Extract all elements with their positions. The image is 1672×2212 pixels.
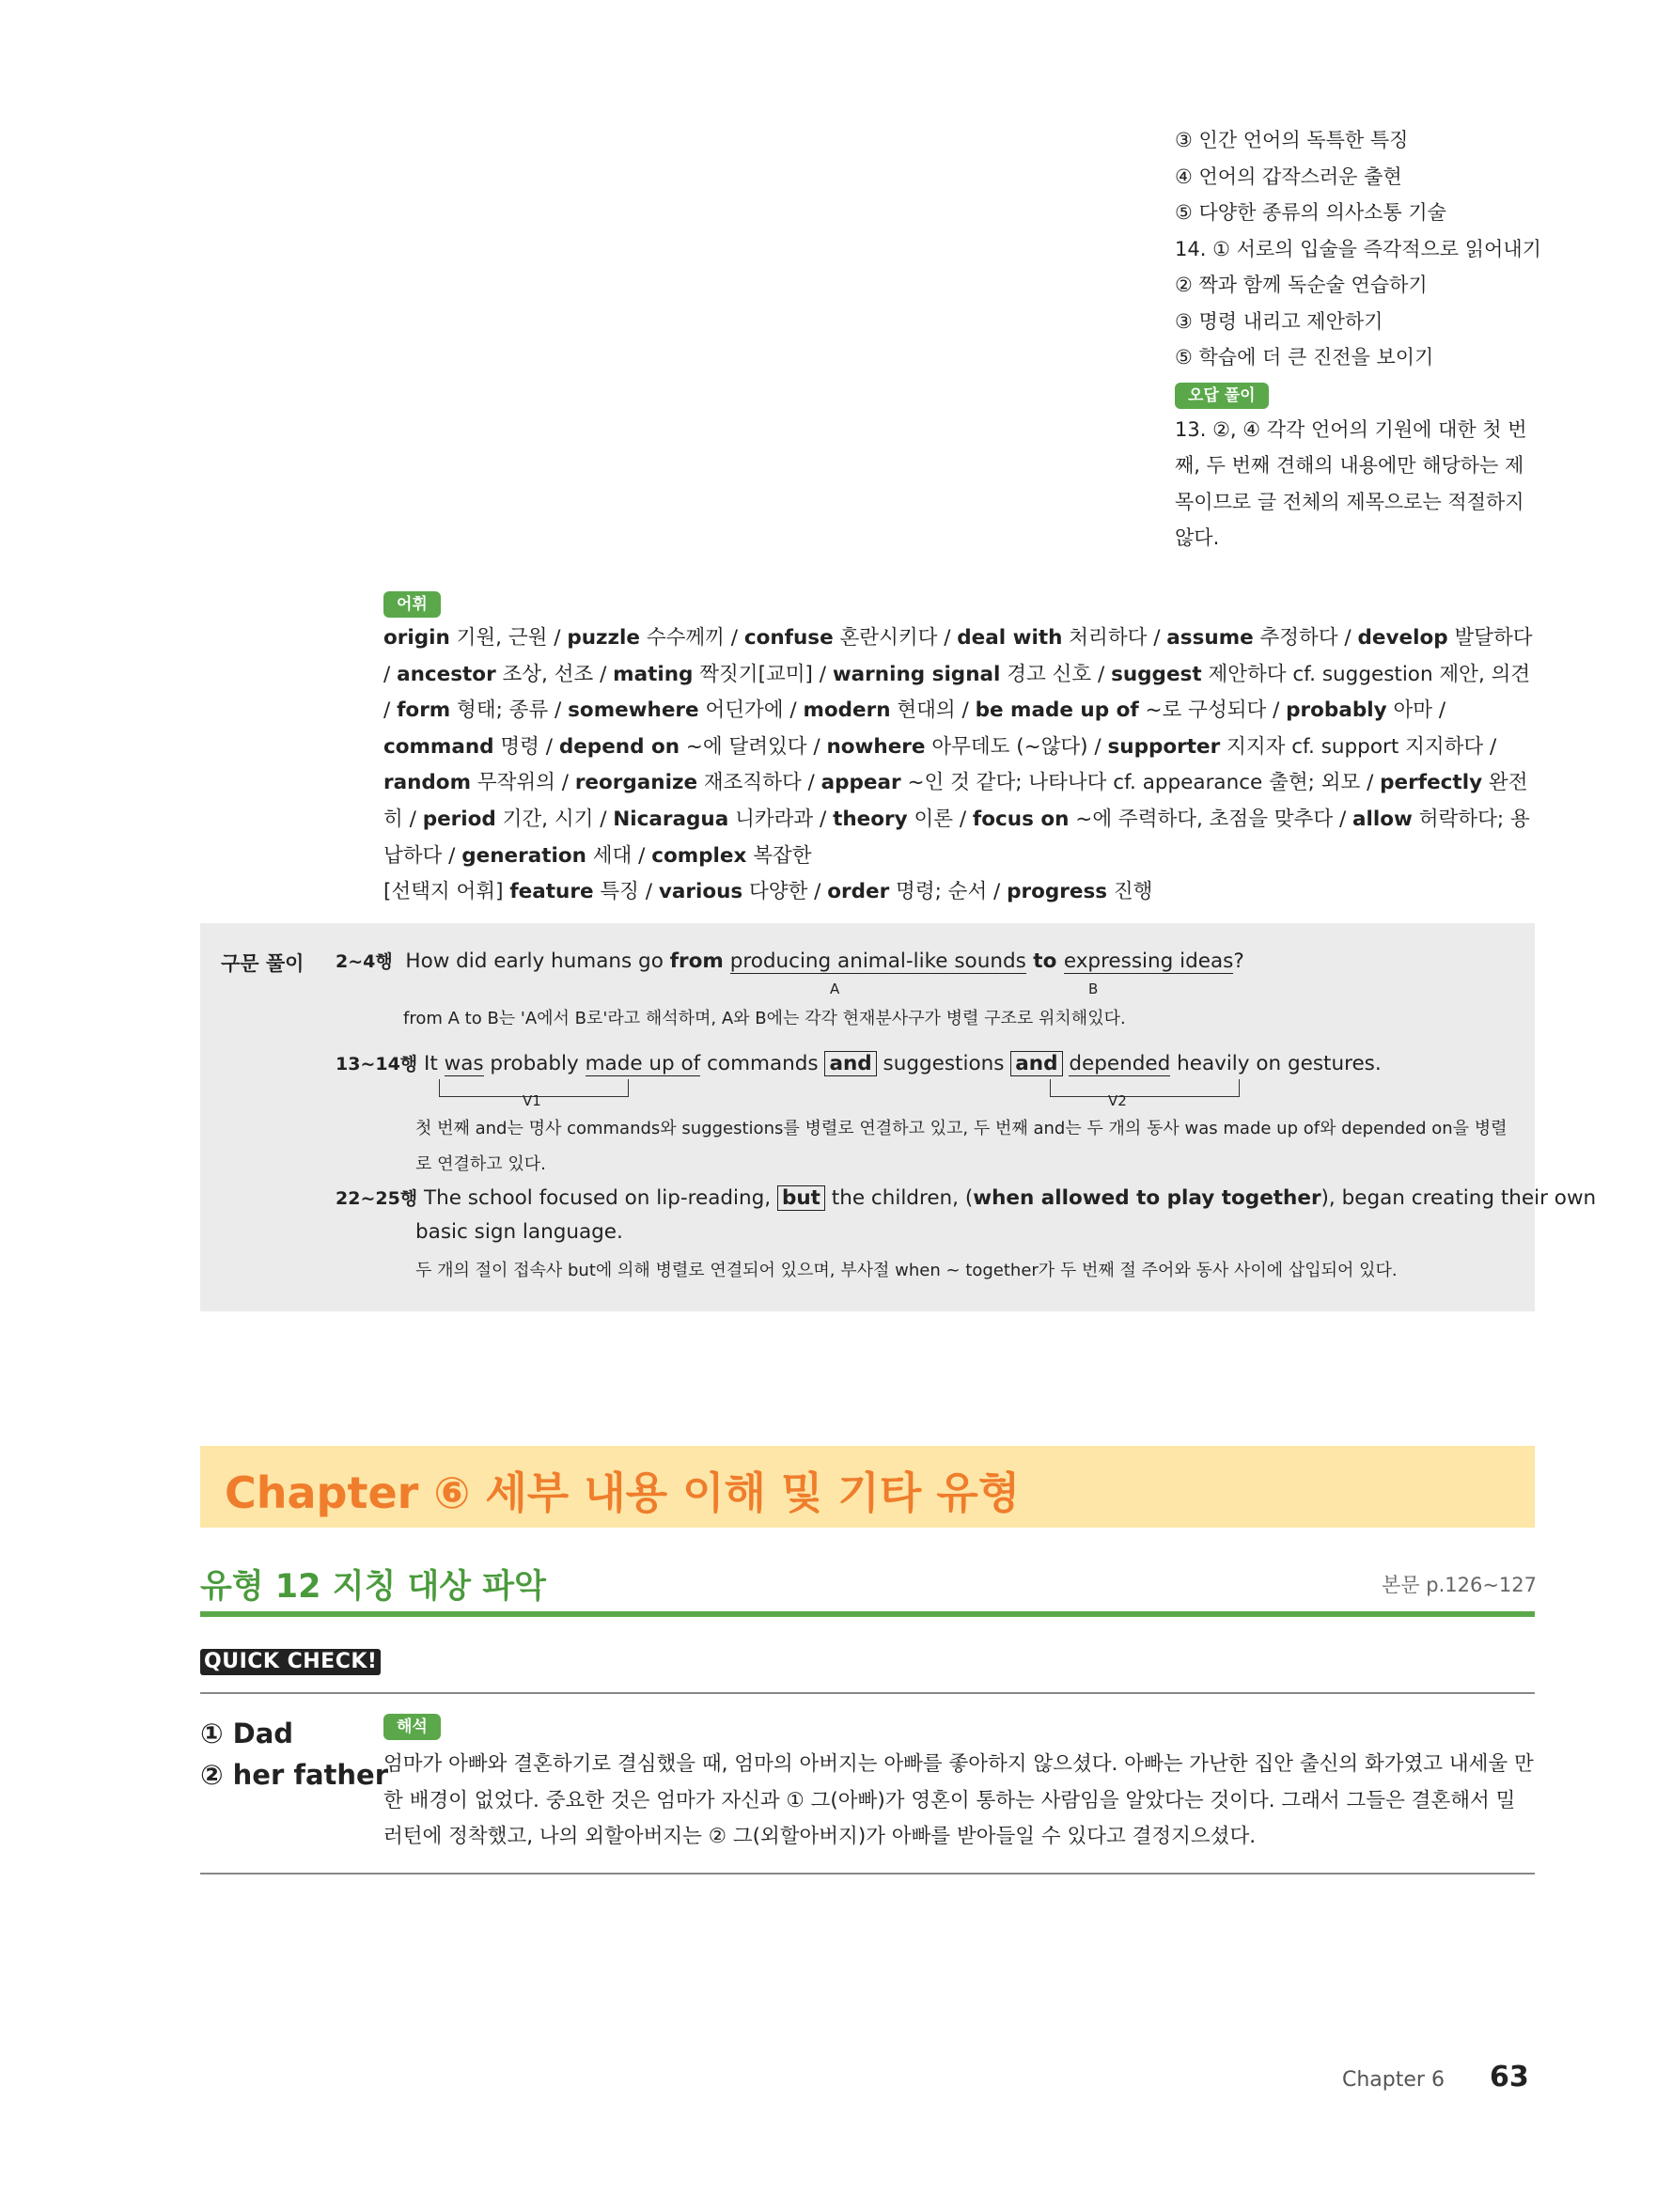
vocab-meaning: 이론 /: [907, 807, 973, 831]
vocab-meaning: 기원, 근원 /: [449, 626, 568, 650]
syntax-note-2a: 첫 번째 and는 명사 commands와 suggestions를 병렬로 연결하고 있고, 두 번째 and는 두 개의 동사 was made up of와 depended on을 병렬: [415, 1119, 1508, 1138]
vocab-meaning: 처리하다 /: [1062, 626, 1167, 650]
vocab-word: nowhere: [826, 734, 926, 759]
vocab-word: perfectly: [1380, 771, 1483, 795]
vocab-word: generation: [461, 843, 586, 868]
vocab-word: origin: [383, 626, 450, 650]
syntax-sentence-3-cont: basic sign language.: [415, 1220, 623, 1244]
line-ref: 13~14행: [336, 1054, 418, 1075]
translation-text: 엄마가 아빠와 결혼하기로 결심했을 때, 엄마의 아버지는 아빠를 좋아하지 않으셨다. 아빠는 가난한 집안 출신의 화가였고 내세울 만한 배경이 없었다. 중요한 것은 엄마가 자신과 ① 그(아빠)가 영혼이 통하는 사람임을 알았다는 것이다. 그래서 그들은 결혼해서 밀러턴에 정착했고, 나의 외할아버지는 ② 그(외할아버지)가 아빠를 받아들일 수 있다고 결정지으셨다.: [383, 1752, 1534, 1848]
vocab-word: theory: [833, 807, 908, 831]
answer-line: 14. ① 서로의 입술을 즉각적으로 읽어내기: [1175, 237, 1541, 260]
vocab-word: Nicaragua: [613, 807, 729, 831]
vocab-meaning: 조상, 선조 /: [495, 662, 614, 686]
tag-b: B: [1088, 980, 1099, 997]
vocab-meaning: 제안하다 cf. suggestion 제안, 의견 /: [383, 662, 1531, 723]
vocab-meaning: ~에 달려있다 /: [680, 734, 827, 759]
divider: [200, 1692, 1535, 1694]
vocab-meaning: 혼란시키다 /: [833, 626, 958, 650]
vocab-word: deal with: [957, 626, 1063, 650]
answer-line: ③ 인간 언어의 독특한 특징: [1175, 129, 1409, 151]
vocab-word: confuse: [743, 626, 834, 650]
vocab-word: assume: [1166, 626, 1254, 650]
vocab-meaning: 아무데도 (~않다) /: [925, 734, 1108, 759]
type-title: 유형 12 지칭 대상 파악: [200, 1568, 546, 1606]
vocab-meaning: 기간, 시기 /: [495, 807, 614, 831]
vocab-meaning: ~에 주력하다, 초점을 맞추다 /: [1069, 807, 1353, 831]
vocab-meaning: 완전히 /: [383, 771, 1528, 831]
vocab-word: progress: [1007, 880, 1108, 904]
syntax-sentence-3: 22~25행 The school focused on lip-reading, but the children, (when allowed to play together), began creating their own: [336, 1186, 1597, 1210]
vocab-list: [383, 620, 1535, 911]
answer-2: ② her father: [200, 1759, 389, 1791]
tag-a: A: [830, 980, 840, 997]
vocab-word: form: [397, 698, 451, 723]
vocab-word: period: [422, 807, 496, 831]
vocab-meaning: 무작위의 /: [470, 771, 575, 795]
vocab-meaning: 니카라과 /: [728, 807, 834, 831]
vocab-word: various: [658, 880, 743, 904]
chapter-banner: [200, 1446, 1535, 1528]
vocab-meaning: ~로 구성되다 /: [1138, 698, 1287, 723]
vocab-meaning: 경고 신호 /: [1000, 662, 1112, 686]
vocab-meaning: 지지자 cf. support 지지하다 /: [1220, 734, 1497, 759]
vocab-word: complex: [651, 843, 747, 868]
vocab-word: develop: [1357, 626, 1448, 650]
vocab-word: feature: [509, 880, 594, 904]
and-box: and: [824, 1051, 876, 1076]
vocab-meaning: 다양한 /: [742, 880, 828, 904]
translation-badge: 해석: [383, 1714, 441, 1740]
vocab-meaning: ~인 것 같다; 나타나다 cf. appearance 출현; 외모 /: [900, 771, 1381, 795]
syntax-box: [200, 923, 1597, 1311]
tag-v1: V1: [523, 1092, 541, 1109]
and-box: and: [1010, 1051, 1062, 1076]
vocab-word: be made up of: [975, 698, 1139, 723]
vocab-meaning: 어딘가에 /: [698, 698, 804, 723]
phrase-b: expressing ideas: [1063, 949, 1234, 973]
syntax-note-2b: 로 연결하고 있다.: [415, 1154, 546, 1174]
chapter-title: Chapter ⑥ 세부 내용 이해 및 기타 유형: [225, 1467, 1021, 1518]
vocab-word: probably: [1286, 698, 1387, 723]
vocab-meaning: 진행: [1107, 880, 1153, 904]
vocab-word: puzzle: [567, 626, 640, 650]
vocab-meaning: 짝짓기[교미] /: [693, 662, 833, 686]
vocab-word: modern: [803, 698, 891, 723]
footer-chapter: Chapter 6: [1342, 2068, 1445, 2092]
vocab-meaning: 아마 /: [1386, 698, 1446, 723]
vocab-meaning: 세대 /: [586, 843, 652, 868]
v2-bracket: [1050, 1079, 1240, 1097]
answer-line: ④ 언어의 갑작스러운 출현: [1175, 165, 1402, 188]
syntax-sentence-1: 2~4행 How did early humans go from producing animal-like sounds to expressing ideas?: [336, 949, 1244, 973]
vocab-section: [383, 588, 1535, 911]
vocab-word: appear: [820, 771, 901, 795]
vocab-meaning: 발달하다 /: [383, 626, 1533, 686]
vocab-word: suggest: [1111, 662, 1202, 686]
quick-check-label: QUICK CHECK!: [200, 1649, 381, 1675]
line-ref: 2~4행: [336, 951, 393, 972]
vocab-meaning: 특징 /: [593, 880, 659, 904]
phrase-a: producing animal-like sounds: [729, 949, 1026, 973]
wrong-answer-badge: 오답 풀이: [1175, 383, 1269, 409]
line-ref: 22~25행: [336, 1188, 418, 1209]
quick-check-answers: [200, 1713, 388, 1796]
vocab-meaning: 허락하다; 용납하다 /: [383, 807, 1530, 868]
answer-column: [1175, 122, 1541, 557]
answer-1: ① Dad: [200, 1718, 294, 1749]
vocab-meaning: 재조직하다 /: [697, 771, 821, 795]
answer-line: ⑤ 학습에 더 큰 진전을 보이기: [1175, 346, 1434, 369]
vocab-meaning: 수수께끼 /: [640, 626, 744, 650]
vocab-word: focus on: [972, 807, 1070, 831]
vocab-meaning: 명령; 순서 /: [889, 880, 1008, 904]
vocab-word: depend on: [558, 734, 680, 759]
answer-line: ② 짝과 함께 독순술 연습하기: [1175, 274, 1428, 296]
syntax-sentence-2: 13~14행 It was probably made up of commands and suggestions and depended heavily on gestures.: [336, 1052, 1382, 1075]
but-box: but: [777, 1185, 825, 1211]
answer-line: ③ 명령 내리고 제안하기: [1175, 309, 1383, 333]
syntax-note-1: from A to B는 'A에서 B로'라고 해석하며, A와 B에는 각각 현재분사구가 병렬 구조로 위치해있다.: [403, 1009, 1126, 1028]
syntax-note-3: 두 개의 절이 접속사 but에 의해 병렬로 연결되어 있으며, 부사절 when ~ together가 두 번째 절 주어와 동사 사이에 삽입되어 있다.: [415, 1261, 1398, 1280]
vocab-meaning: 현대의 /: [890, 698, 976, 723]
vocab-meaning: 추정하다 /: [1253, 626, 1358, 650]
vocab-word: order: [827, 880, 890, 904]
vocab-word: allow: [1352, 807, 1413, 831]
vocab-word: reorganize: [574, 771, 698, 795]
vocab-meaning: 명령 /: [493, 734, 559, 759]
wrong-answer-note: 13. ②, ④ 각각 언어의 기원에 대한 첫 번째, 두 번째 견해의 내용에만 해당하는 제목이므로 글 전체의 제목으로는 적절하지 않다.: [1175, 417, 1527, 549]
translation-section: [383, 1713, 1535, 1856]
vocab-word: mating: [613, 662, 694, 686]
vocab-badge: 어휘: [383, 591, 441, 618]
green-divider: [200, 1611, 1535, 1617]
page-number: 63: [1490, 2061, 1529, 2094]
vocab-word: warning signal: [832, 662, 1001, 686]
answer-line: ⑤ 다양한 종류의 의사소통 기술: [1175, 201, 1446, 224]
page-reference: 본문 p.126~127: [1382, 1574, 1538, 1596]
tag-v2: V2: [1108, 1092, 1127, 1109]
vocab-word: supporter: [1107, 734, 1221, 759]
vocab-word: ancestor: [397, 662, 496, 686]
syntax-label: 구문 풀이: [221, 952, 305, 975]
divider: [200, 1873, 1535, 1875]
choice-vocab-label: [선택지 어휘]: [383, 880, 504, 904]
vocab-meaning: 형태; 종류 /: [450, 698, 569, 723]
vocab-word: command: [383, 734, 494, 759]
vocab-meaning: 복잡한: [746, 843, 812, 868]
vocab-word: somewhere: [568, 698, 699, 723]
vocab-word: random: [383, 771, 471, 795]
